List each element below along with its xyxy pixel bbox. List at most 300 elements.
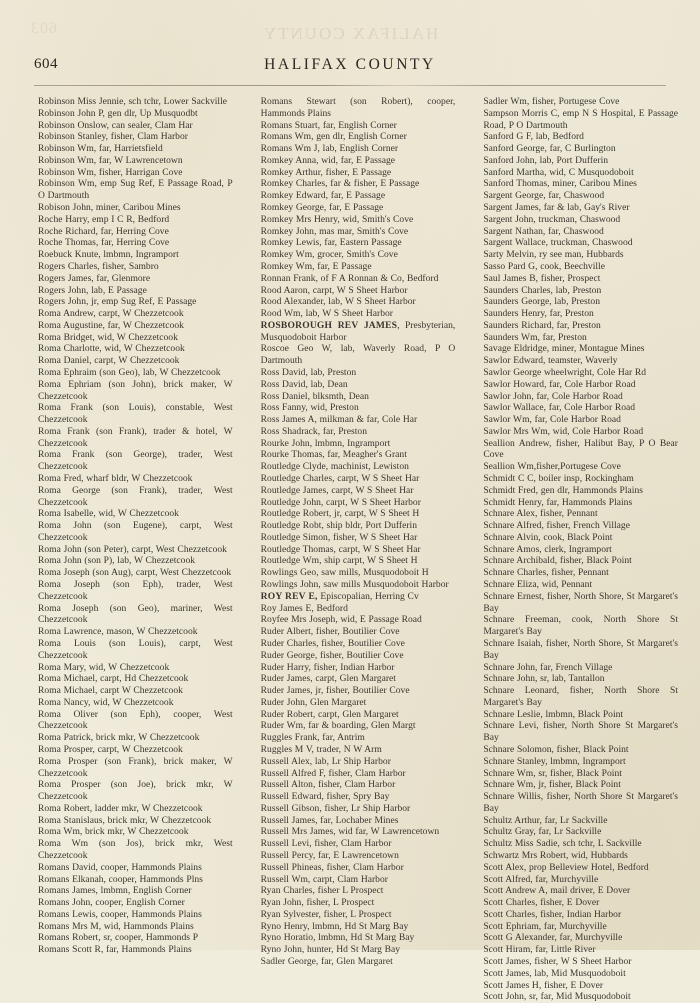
entry-text: Romans Wm, gen dlr, English Corner (260, 131, 407, 143)
directory-entry (22, 320, 233, 332)
directory-entry (22, 744, 233, 756)
directory-entry (245, 838, 456, 850)
directory-entry (467, 131, 678, 143)
entry-text: Ross Fanny, wid, Preston (260, 402, 359, 414)
directory-entry (245, 497, 456, 509)
directory-entry (245, 720, 456, 732)
entry-text: Ruder Wm, far & boarding, Glen Margt (260, 720, 416, 732)
entry-text: Russell Mrs James, wid far, W Lawrencetown (260, 826, 440, 838)
directory-entry (245, 897, 456, 909)
entry-text: Sanford Thomas, miner, Caribou Mines (483, 178, 637, 190)
entry-text: Schnare Freeman, cook, North Shore St Margaret's Bay (483, 614, 679, 638)
directory-entry (22, 355, 233, 367)
entry-text: Robinson Miss Jennie, sch tchr, Lower Sackville (38, 96, 228, 107)
directory-entry (245, 921, 456, 933)
directory-entry (22, 296, 233, 308)
entry-text: Ronnan Frank, of F A Ronnan & Co, Bedford (260, 272, 439, 284)
entry-text: Schnare John, sr, lab, Tantallon (483, 673, 605, 685)
directory-entry (22, 202, 233, 214)
entry-text: Schmidt C C, boiler insp, Rockingham (483, 473, 634, 484)
entry-text: Sawlor Mrs Wm, wid, Cole Harbor Road (483, 425, 644, 437)
directory-entry (245, 567, 456, 579)
directory-entry (245, 850, 456, 862)
directory-entry (467, 308, 678, 320)
entry-text: Schnare Leonard, fisher, North Shore St Margaret's Bay (483, 685, 679, 708)
directory-entry (467, 343, 678, 355)
directory-entry (22, 249, 233, 261)
entry-text: Roma Prosper (son Frank), brick maker, W Chezzetcook (38, 755, 233, 779)
directory-entry (467, 662, 678, 674)
entry-text: Rowlings Geo, saw mills, Musquodoboit H (260, 567, 429, 579)
page-title: HALIFAX COUNTY (264, 56, 436, 73)
entry-detail: , Presbyterian, Musquodoboit Harbor (260, 319, 456, 343)
entry-text: Russell Percy, far, E Lawrencetown (260, 850, 399, 861)
entry-text: Routledge James, carpt, W S Sheet Har (260, 484, 414, 496)
directory-entry (22, 426, 233, 450)
entry-text: Rogers James, far, Glenmore (38, 272, 151, 284)
entry-text: Rourke John, lmbmn, Ingramport (260, 437, 391, 449)
directory-entry (467, 461, 678, 473)
entry-text: Sanford G F, lab, Bedford (483, 131, 584, 143)
entry-text: Scott James H, fisher, E Dover (483, 979, 604, 991)
entry-text: Saunders Charles, lab, Preston (483, 284, 602, 296)
directory-entry (245, 167, 456, 179)
entry-text: Sawlor Howard, far, Cole Harbor Road (483, 378, 636, 390)
entry-text: Roma Nancy, wid, W Chezzetcook (38, 696, 174, 708)
directory-entry (245, 909, 456, 921)
directory-entry (467, 673, 678, 685)
directory-entry (467, 497, 678, 509)
entry-detail: Episcopalian, Herring Cv (317, 590, 419, 602)
directory-entry (245, 932, 456, 944)
directory-entry (467, 226, 678, 238)
entry-text: Romans Robert, sr, cooper, Hammonds P (38, 932, 199, 944)
directory-entry (467, 768, 678, 780)
entry-text: Ruder Harry, fisher, Indian Harbor (260, 661, 395, 673)
entry-text: Roma Frank (son Frank), trader & hotel, W Chezzetcook (38, 425, 233, 449)
directory-entry (245, 296, 456, 308)
entry-text: Roma John (son Peter), carpt, West Chezzetcook (38, 543, 227, 555)
entry-text: Schnare Amos, clerk, Ingramport (483, 543, 612, 555)
entry-text: Sawlor Wm, far, Cole Harbor Road (483, 414, 621, 426)
directory-entry (22, 921, 233, 933)
directory-entry (245, 226, 456, 238)
directory-entry (22, 862, 233, 874)
directory-entry (245, 603, 456, 615)
entry-name-bold: ROSBOROUGH REV JAMES (260, 319, 398, 331)
entry-text: Schnare Archibald, fisher, Black Point (483, 555, 632, 567)
directory-entry (22, 508, 233, 520)
entry-text: Scott James, fisher, W S Sheet Harbor (483, 956, 632, 968)
directory-entry (22, 579, 233, 603)
directory-entry (22, 838, 233, 862)
entry-text: Ryno Henry, lmbmn, Hd St Marg Bay (260, 920, 409, 932)
directory-entry (22, 603, 233, 627)
entry-text: Routledge Robt, ship bldr, Port Dufferin (260, 520, 418, 532)
directory-entry (245, 944, 456, 956)
directory-entry (467, 567, 678, 579)
entry-text: Russell Alex, lab, Lr Ship Harbor (260, 755, 391, 767)
entry-text: Ryno John, hunter, Hd St Marg Bay (260, 944, 401, 956)
entry-text: Scott Charles, fisher, Indian Harbor (483, 908, 622, 920)
entry-text: Ryan Charles, fisher L Prospect (260, 885, 384, 897)
entry-text: Roma John (son P), lab, W Chezzetcook (38, 555, 196, 567)
directory-entry (22, 697, 233, 709)
directory-entry (245, 650, 456, 662)
entry-text: Rood Alexander, lab, W S Sheet Harbor (260, 296, 416, 308)
directory-entry (467, 296, 678, 308)
entry-text: Roma Charlotte, wid, W Chezzetcook (38, 343, 185, 355)
directory-entry (467, 968, 678, 980)
directory-entry (245, 614, 456, 626)
directory-entry (22, 803, 233, 815)
directory-entry (467, 402, 678, 414)
entry-text: Roma Robert, ladder mkr, W Chezzetcook (38, 802, 203, 814)
entry-text: Scott Hiram, far, Little River (483, 944, 596, 956)
entry-text: Routledge Clyde, machinist, Lewiston (260, 461, 409, 473)
entry-text: Roscoe Geo W, lab, Waverly Road, P O Dartmouth (260, 343, 456, 367)
entry-text: Roma Daniel, carpt, W Chezzetcook (38, 355, 180, 367)
column-3 (463, 96, 686, 1003)
entry-text: Sampson Morris C, emp N S Hospital, E Passage Road, P O Dartmouth (483, 107, 679, 131)
directory-entry (245, 732, 456, 744)
directory-entry (467, 143, 678, 155)
entry-text: Roma Frank (son Louis), constable, West Chezzetcook (38, 402, 233, 426)
entry-text: Scott John, sr, far, Mid Musquodoboit (483, 991, 631, 1003)
ghost-running-head: HALIFAX COUNTY (261, 24, 439, 43)
directory-entry (467, 850, 678, 862)
directory-entry (22, 544, 233, 556)
directory-entry (245, 532, 456, 544)
directory-entry (467, 885, 678, 897)
entry-text: Schnare Ernest, fisher, North Shore, St Margaret's Bay (483, 590, 679, 614)
entry-text: Scott G Alexander, far, Murchyville (483, 932, 623, 944)
entry-text: Russell Gibson, fisher, Lr Ship Harbor (260, 802, 411, 814)
entry-text: Scott Alex, prop Belleview Hotel, Bedford (483, 861, 649, 873)
entry-text: Russell James, far, Lochaber Mines (260, 814, 399, 826)
directory-entry (467, 273, 678, 285)
entry-text: Schultz Miss Sadie, sch tchr, L Sackville (483, 838, 642, 850)
entry-text: Rogers John, lab, E Passage (38, 284, 147, 296)
directory-entry (245, 803, 456, 815)
directory-entry (22, 131, 233, 143)
directory-entry (245, 779, 456, 791)
entry-text: Roma Ephraim (son Geo), lab, W Chezzetcook (38, 366, 221, 378)
directory-entry (245, 709, 456, 721)
page-number: 604 (34, 56, 58, 72)
directory-entry (22, 709, 233, 733)
directory-entry (467, 991, 678, 1003)
entry-text: Schnare Wm, jr, fisher, Black Point (483, 779, 621, 791)
entry-text: Rowlings John, saw mills Musquodoboit Harbor (260, 579, 449, 591)
directory-entry (245, 485, 456, 497)
directory-entry (245, 685, 456, 697)
directory-entry (245, 791, 456, 803)
directory-entry (467, 921, 678, 933)
directory-entry (467, 96, 678, 108)
directory-entry (245, 120, 456, 132)
entry-text: Ross James A, milkman & far, Cole Har (260, 414, 418, 426)
running-head (34, 56, 666, 78)
directory-entry (245, 461, 456, 473)
directory-entry (22, 332, 233, 344)
directory-entry (245, 426, 456, 438)
directory-entry (245, 626, 456, 638)
entry-text: Routledge Simon, fisher, W S Sheet Har (260, 531, 418, 543)
directory-entry (467, 932, 678, 944)
directory-entry (245, 367, 456, 379)
entry-text: Roma Bridget, wid, W Chezzetcook (38, 331, 178, 343)
directory-entry (22, 885, 233, 897)
directory-entry (245, 697, 456, 709)
entry-text: Robison John, miner, Caribou Mines (38, 202, 181, 214)
entry-text: Saunders Richard, far, Preston (483, 319, 601, 331)
directory-entry (467, 614, 678, 638)
directory-entry (245, 591, 456, 603)
directory-entry (245, 956, 456, 968)
directory-entry (245, 768, 456, 780)
entry-text: Ross David, lab, Preston (260, 366, 357, 378)
entry-text: Russell Edward, fisher, Spry Bay (260, 791, 390, 803)
entry-text: Roma Wm, brick mkr, W Chezzetcook (38, 826, 189, 838)
directory-entry (467, 367, 678, 379)
directory-entry (467, 214, 678, 226)
directory-entry (467, 202, 678, 214)
directory-entry (245, 555, 456, 567)
entry-text: Seallion Andrew, fisher, Halibut Bay, P O Bear Cove (483, 437, 679, 461)
directory-entry (245, 579, 456, 591)
entry-text: Romkey Anna, wid, far, E Passage (260, 154, 395, 166)
entry-text: Roma Fred, wharf bldr, W Chezzetcook (38, 473, 193, 484)
entry-text: Routledge Thomas, carpt, W S Sheet Har (260, 543, 421, 555)
directory-entry (245, 143, 456, 155)
directory-entry (467, 826, 678, 838)
entry-text: Roma Joseph (son Geo), mariner, West Chezzetcook (38, 602, 233, 626)
directory-entry (22, 108, 233, 120)
directory-entry (22, 285, 233, 297)
directory-entry (245, 473, 456, 485)
entry-text: Sargent James, far & lab, Gay's River (483, 202, 630, 214)
entry-text: Saunders Wm, far, Preston (483, 331, 587, 343)
entry-text: Scott James, lab, Mid Musquodoboit (483, 967, 626, 979)
entry-text: Sargent Wallace, truckman, Chaswood (483, 237, 633, 249)
directory-entry (245, 756, 456, 768)
directory-entry (22, 732, 233, 744)
directory-entry (22, 874, 233, 886)
directory-entry (467, 520, 678, 532)
entry-text: Sargent John, truckman, Chaswood (483, 213, 621, 225)
directory-entry (22, 897, 233, 909)
entry-text: Ryan Sylvester, fisher, L Prospect (260, 908, 392, 920)
directory-entry (22, 449, 233, 473)
entry-text: Roma Stanislaus, brick mkr, W Chezzetcook (38, 814, 212, 826)
entry-text: Schnare Alvin, cook, Black Point (483, 531, 613, 543)
entry-text: Robinson Onslow, can sealer, Clam Har (38, 119, 193, 131)
entry-text: Schnare Levi, fisher, North Shore St Margaret's Bay (483, 720, 679, 744)
entry-text: Romans Mrs M, wid, Hammonds Plains (38, 920, 194, 932)
entry-text: Ross Daniel, blksmth, Dean (260, 390, 369, 402)
directory-entry (245, 544, 456, 556)
directory-entry (467, 426, 678, 438)
directory-entry (245, 131, 456, 143)
entry-text: Russell Alton, fisher, Clam Harbor (260, 779, 396, 791)
directory-entry (22, 367, 233, 379)
directory-entry (22, 826, 233, 838)
directory-entry (22, 779, 233, 803)
directory-entry (22, 673, 233, 685)
directory-entry (467, 956, 678, 968)
entry-text: Romkey Lewis, far, Eastern Passage (260, 237, 402, 249)
entry-text: Romkey John, mas mar, Smith's Cove (260, 225, 409, 237)
entry-text: Sawlor John, far, Cole Harbor Road (483, 390, 623, 402)
directory-entry (467, 167, 678, 179)
entry-text: Savage Eldridge, miner, Montague Mines (483, 343, 645, 355)
entry-text: Rogers John, jr, emp Sug Ref, E Passage (38, 296, 197, 308)
directory-entry (467, 685, 678, 709)
entry-text: Romkey Wm, far, E Passage (260, 260, 372, 272)
directory-entry (245, 414, 456, 426)
entry-text: Russell Wm, carpt, Clam Harbor (260, 873, 388, 885)
directory-entry (22, 932, 233, 944)
directory-entry (245, 744, 456, 756)
directory-entry (245, 673, 456, 685)
entry-text: Ryan John, fisher, L Prospect (260, 897, 375, 909)
directory-entry (467, 874, 678, 886)
entry-text: Ruder Albert, fisher, Boutilier Cove (260, 626, 400, 638)
directory-entry (245, 96, 456, 120)
entry-text: Robinson Wm, fisher, Harrigan Cove (38, 166, 183, 178)
directory-entry (245, 249, 456, 261)
entry-text: Roma Lawrence, mason, W Chezzetcook (38, 626, 198, 638)
entry-text: Schnare Leslie, lmbmn, Black Point (483, 708, 624, 720)
entry-text: Roy James E, Bedford (260, 602, 348, 614)
directory-entry (467, 862, 678, 874)
directory-columns (22, 96, 686, 1003)
entry-text: Scott Ephriam, far, Murchyville (483, 920, 607, 932)
directory-entry (245, 261, 456, 273)
directory-entry (245, 520, 456, 532)
directory-entry (22, 909, 233, 921)
entry-text: Rogers Charles, fisher, Sambro (38, 260, 159, 272)
entry-text: Schnare John, far, French Village (483, 661, 613, 673)
ghost-folio: 603 (30, 20, 57, 37)
entry-text: Roebuck Knute, lmbmn, Ingramport (38, 249, 179, 261)
entry-text: Roma Joseph (son Eph), trader, West Chezzetcook (38, 579, 233, 602)
entry-text: Roma Michael, carpt W Chezzetcook (38, 685, 183, 697)
entry-text: Sanford Martha, wid, C Musquodoboit (483, 166, 634, 178)
entry-text: Romans Scott R, far, Hammonds Plains (38, 944, 192, 956)
entry-text: Romkey Charles, far & fisher, E Passage (260, 178, 420, 190)
entry-text: Routledge Robert, jr, carpt, W S Sheet H (260, 508, 420, 520)
directory-entry (467, 779, 678, 791)
directory-entry (467, 332, 678, 344)
entry-text: Schnare Alex, fisher, Pennant (483, 508, 598, 520)
entry-text: Romans Stewart (son Robert), cooper, Hammonds Plains (260, 96, 456, 119)
directory-entry (467, 720, 678, 744)
directory-entry (22, 143, 233, 155)
directory-entry (245, 285, 456, 297)
entry-text: Schnare Stanley, lmbmn, Ingramport (483, 755, 626, 767)
directory-entry (467, 414, 678, 426)
directory-entry (467, 532, 678, 544)
directory-entry (467, 355, 678, 367)
entry-text: Scott Andrew A, mail driver, E Dover (483, 885, 631, 897)
directory-entry (22, 555, 233, 567)
entry-text: Saunders George, lab, Preston (483, 296, 600, 308)
entry-text: Schultz Gray, far, Lr Sackville (483, 826, 602, 838)
directory-entry (467, 379, 678, 391)
entry-text: Romkey Arthur, fisher, E Passage (260, 166, 392, 178)
entry-text: Scott Charles, fisher, E Dover (483, 897, 600, 909)
entry-text: Romans Wm J, lab, English Corner (260, 143, 399, 155)
entry-text: Sanford George, far, C Burlington (483, 143, 616, 155)
directory-entry (245, 237, 456, 249)
entry-text: Romkey George, far, E Passage (260, 202, 384, 214)
entry-text: Sasso Pard G, cook, Beechville (483, 260, 605, 272)
directory-entry (22, 685, 233, 697)
entry-text: Saunders Henry, far, Preston (483, 308, 594, 320)
directory-entry (467, 320, 678, 332)
entry-text: Seallion Wm,fisher,Portugese Cove (483, 461, 621, 473)
entry-text: Romans David, cooper, Hammonds Plains (38, 861, 202, 873)
directory-entry (467, 838, 678, 850)
entry-text: Roma Patrick, brick mkr, W Chezzetcook (38, 732, 200, 744)
entry-text: Romkey Wm, grocer, Smith's Cove (260, 249, 398, 261)
directory-entry (245, 638, 456, 650)
column-2 (241, 96, 464, 968)
entry-text: Roche Thomas, far, Herring Cove (38, 237, 170, 249)
directory-entry (22, 626, 233, 638)
directory-entry (22, 167, 233, 179)
directory-entry (245, 178, 456, 190)
directory-entry (245, 874, 456, 886)
directory-entry (22, 226, 233, 238)
entry-text: Rood Wm, lab, W S Sheet Harbor (260, 308, 394, 320)
directory-entry (467, 897, 678, 909)
entry-text: Ruggles M V, trader, N W Arm (260, 743, 382, 755)
directory-entry (22, 756, 233, 780)
directory-entry (467, 579, 678, 591)
entry-text: Schnare Alfred, fisher, French Village (483, 520, 630, 532)
entry-text: Routledge Wm, ship carpt, W S Sheet H (260, 555, 418, 567)
entry-text: Romans John, cooper, English Corner (38, 897, 185, 909)
directory-entry (467, 485, 678, 497)
entry-text: Sadler George, far, Glen Margaret (260, 956, 393, 968)
directory-entry (22, 178, 233, 202)
entry-text: Roma Mary, wid, W Chezzetcook (38, 661, 170, 673)
entry-text: Schnare Wm, sr, fisher, Black Point (483, 767, 622, 779)
directory-entry (22, 273, 233, 285)
entry-text: Ruggles Frank, far, Antrim (260, 732, 365, 744)
directory-entry (467, 815, 678, 827)
directory-entry (22, 567, 233, 579)
entry-text: Robinson Wm, far, Harrietsfield (38, 143, 163, 155)
directory-entry (245, 449, 456, 461)
entry-text: Ruder James, carpt, Glen Margaret (260, 673, 396, 685)
entry-text: Sawlor Wallace, far, Cole Harbor Road (483, 402, 636, 414)
entry-text: Russell Levi, fisher, Clam Harbor (260, 838, 392, 850)
directory-entry (467, 744, 678, 756)
entry-text: Roma Oliver (son Eph), cooper, West Chezzetcook (38, 708, 233, 732)
entry-text: Rourke Thomas, far, Meagher's Grant (260, 449, 407, 461)
entry-text: Roma Louis (son Louis), carpt, West Chezzetcook (38, 637, 233, 661)
entry-text: Sarty Melvin, ry see man, Hubbards (483, 249, 624, 261)
entry-text: Roma Joseph (son Aug), carpt, West Chezzetcook (38, 567, 232, 579)
entry-text: Roma Michael, carpt, Hd Chezzetcook (38, 673, 189, 685)
entry-text: Routledge Charles, carpt, W S Sheet Har (260, 473, 420, 484)
entry-text: Robinson Wm, far, W Lawrencetown (38, 154, 183, 166)
column-1 (22, 96, 241, 956)
